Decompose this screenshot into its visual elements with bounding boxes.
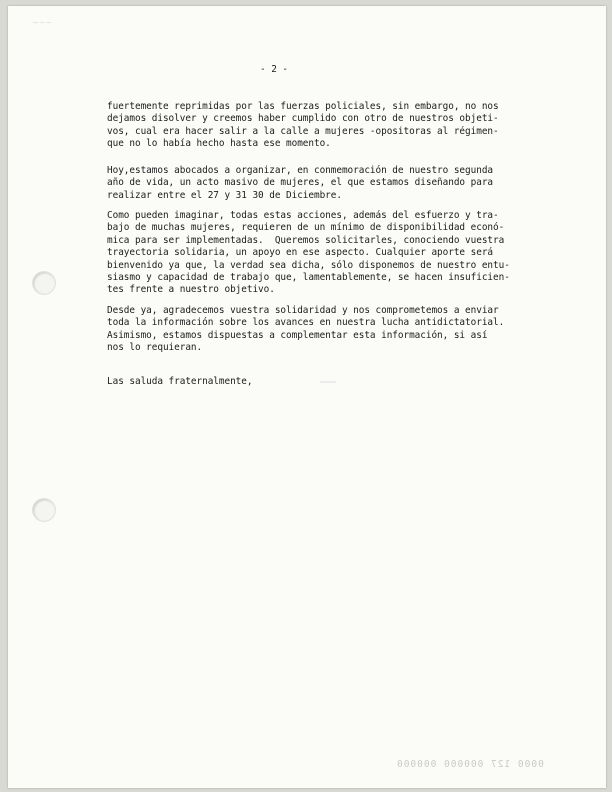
text-line: realizar entre el 27 y 31 30 de Diciembre. [107, 189, 342, 201]
punch-hole-upper [32, 271, 56, 295]
text-line: que no lo había hecho hasta ese momento. [107, 138, 331, 150]
punch-hole-lower [32, 498, 56, 522]
text-line: trayectoria solidaria, un apoyo en ese aspecto. Cualquier aporte será [107, 247, 494, 259]
letter-page [8, 6, 606, 788]
text-line: Hoy,estamos abocados a organizar, en conmemoración de nuestro segunda [107, 165, 494, 176]
text-line: tes frente a nuestro objetivo. [107, 284, 275, 296]
text-line: mica para ser implementadas. Queremos solicitarles, conociendo vuestra [107, 234, 505, 246]
text-line: dejamos disolver y creemos haber cumplido con otro de nuestros objeti- [107, 113, 499, 125]
paragraph-1 [107, 101, 557, 151]
text-line: siasmo y capacidad de trabajo que, lamentablemente, se hacen insuficien- [107, 272, 510, 284]
text-line: Desde ya, agradecemos vuestra solidaridad y nos comprometemos a enviar [107, 305, 499, 316]
text-line: Las saluda fraternalmente, [107, 376, 253, 387]
text-line: toda la información sobre los avances en nuestra lucha antidictatorial. [107, 317, 505, 329]
paragraph-4 [107, 305, 557, 355]
text-line: bienvenido ya que, la verdad sea dicha, sólo disponemos de nuestro entu- [107, 259, 510, 271]
ink-smudge [320, 381, 336, 383]
text-line: fuertemente reprimidas por las fuerzas policiales, sin embargo, no nos [107, 101, 499, 112]
paragraph-2 [107, 165, 557, 202]
text-line: bajo de muchas mujeres, requieren de un mínimo de disponibilidad econó- [107, 222, 505, 234]
corner-pencil-mark: ~~~ [32, 18, 53, 27]
text-line: año de vida, un acto masivo de mujeres, el que estamos diseñando para [107, 177, 494, 189]
bleed-through-stamp: 0000 127 000000 000000 [396, 759, 544, 770]
text-line: Asimismo, estamos dispuestas a complementar esta información, si así [107, 329, 488, 341]
text-line: vos, cual era hacer salir a la calle a mujeres -opositoras al régimen- [107, 125, 499, 137]
text-line: nos lo requieran. [107, 342, 203, 354]
page-number: - 2 - [260, 64, 288, 75]
paragraph-3 [107, 210, 557, 297]
text-line: Como pueden imaginar, todas estas acciones, además del esfuerzo y tra- [107, 210, 499, 221]
